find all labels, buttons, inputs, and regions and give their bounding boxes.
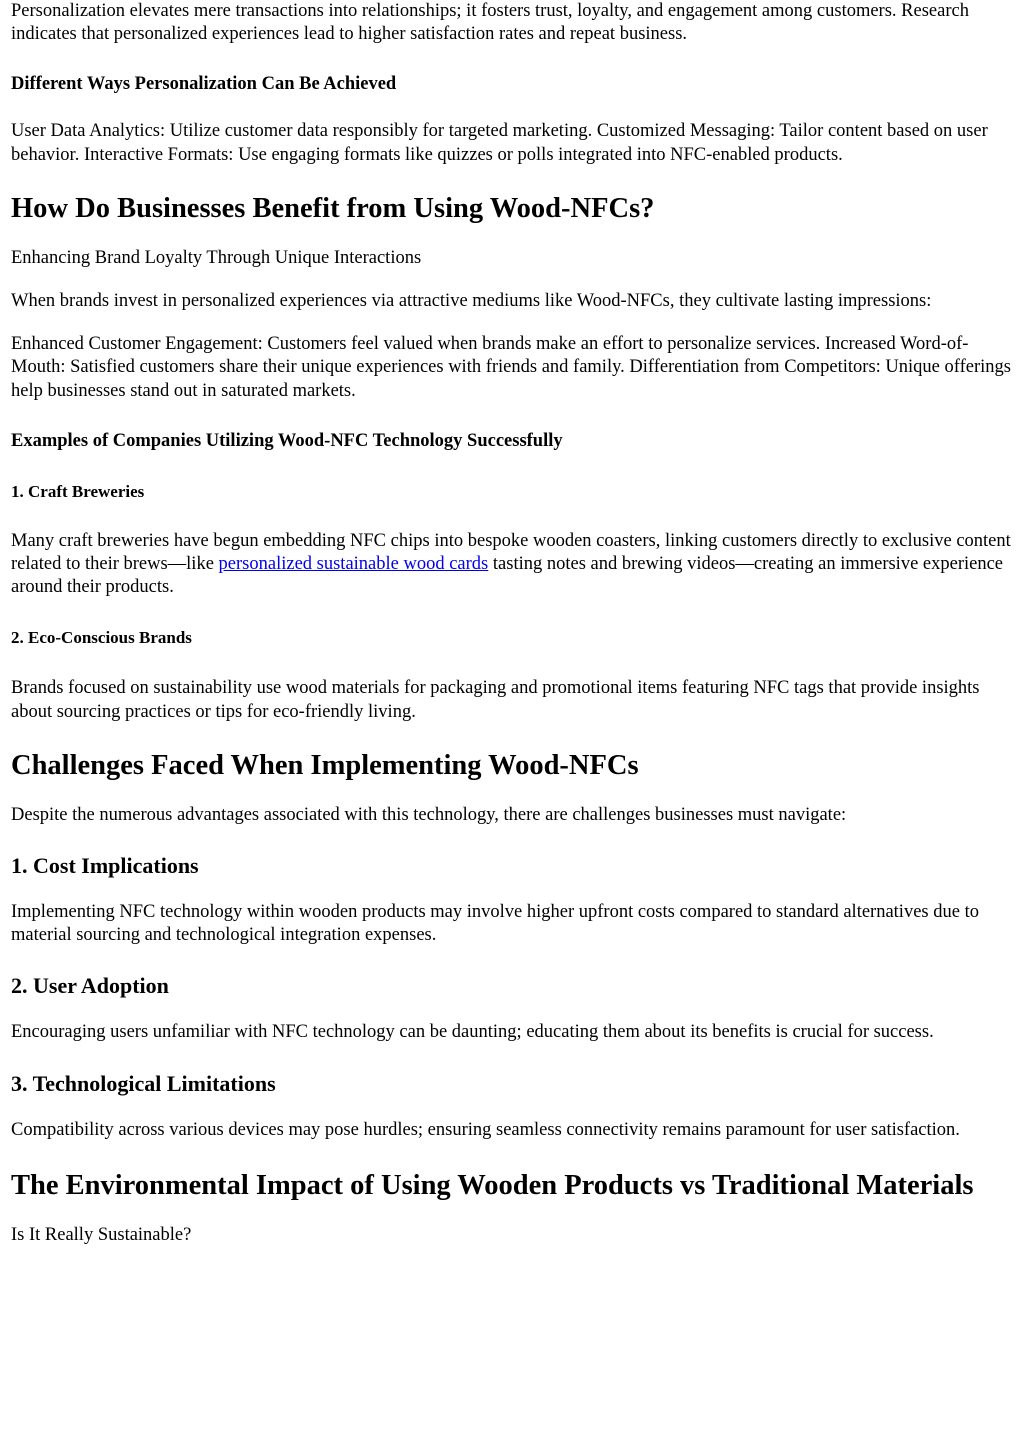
benefit-heading: How Do Businesses Benefit from Using Wood-NFCs? [11, 192, 655, 224]
examples-heading: Examples of Companies Utilizing Wood-NFC Technology Successfully [11, 430, 563, 451]
eco-paragraph: Brands focused on sustainability use wood materials for packaging and promotional items featuring NFC tags that provide insights about sourcing practices or tips for eco-friendly living. [11, 678, 980, 722]
loyalty-paragraph: When brands invest in personalized experiences via attractive mediums like Wood-NFCs, they cultivate lasting impressions: [11, 291, 932, 312]
breweries-heading: 1. Craft Breweries [11, 481, 145, 501]
breweries-paragraph [11, 530, 1014, 600]
adoption-heading: 2. User Adoption [11, 973, 169, 999]
environment-heading: The Environmental Impact of Using Wooden Products vs Traditional Materials [11, 1169, 974, 1201]
cost-paragraph: Implementing NFC technology within wooden products may involve higher upfront costs compared to standard alternatives due to material sourcing and technological integration expenses. [11, 902, 979, 946]
breweries-text-after: tasting notes and brewing videos—creating an immersive experience around their products. [11, 554, 1004, 598]
challenges-intro: Despite the numerous advantages associated with this technology, there are challenges businesses must navigate: [11, 804, 847, 825]
ways-heading: Different Ways Personalization Can Be Achieved [11, 74, 397, 95]
sustainable-subheading: Is It Really Sustainable? [11, 1224, 192, 1245]
wood-cards-link[interactable]: personalized sustainable wood cards [218, 554, 489, 575]
loyalty-subheading: Enhancing Brand Loyalty Through Unique Interactions [11, 247, 422, 268]
cost-heading: 1. Cost Implications [11, 853, 199, 879]
challenges-heading: Challenges Faced When Implementing Wood-NFCs [11, 749, 639, 781]
adoption-paragraph: Encouraging users unfamiliar with NFC technology can be daunting; educating them about its benefits is crucial for success. [11, 1022, 934, 1043]
limits-paragraph: Compatibility across various devices may pose hurdles; ensuring seamless connectivity remains paramount for user satisfaction. [11, 1119, 960, 1140]
eco-heading: 2. Eco-Conscious Brands [11, 628, 192, 648]
intro-paragraph: Personalization elevates mere transactions into relationships; it fosters trust, loyalty, and engagement among customers. Research indicates that personalized experiences lead to higher satisfaction rates and repeat business. [11, 1, 969, 45]
engagement-paragraph: Enhanced Customer Engagement: Customers feel valued when brands make an effort to personalize services. Increased Word-of-Mouth: Satisfied customers share their unique experiences with friends and family. Differentiation from Competitors: Unique offerings help businesses stand out in saturated markets. [11, 334, 1011, 401]
breweries-text-before: Many craft breweries have begun embedding NFC chips into bespoke wooden coasters, linking customers directly to exclusive content related to their brews—like [11, 530, 1011, 575]
ways-paragraph: User Data Analytics: Utilize customer data responsibly for targeted marketing. Customized Messaging: Tailor content based on user behavior. Interactive Formats: Use engaging formats like quizzes or polls integrated into NFC-enabled products. [11, 121, 988, 165]
limits-heading: 3. Technological Limitations [11, 1070, 276, 1096]
